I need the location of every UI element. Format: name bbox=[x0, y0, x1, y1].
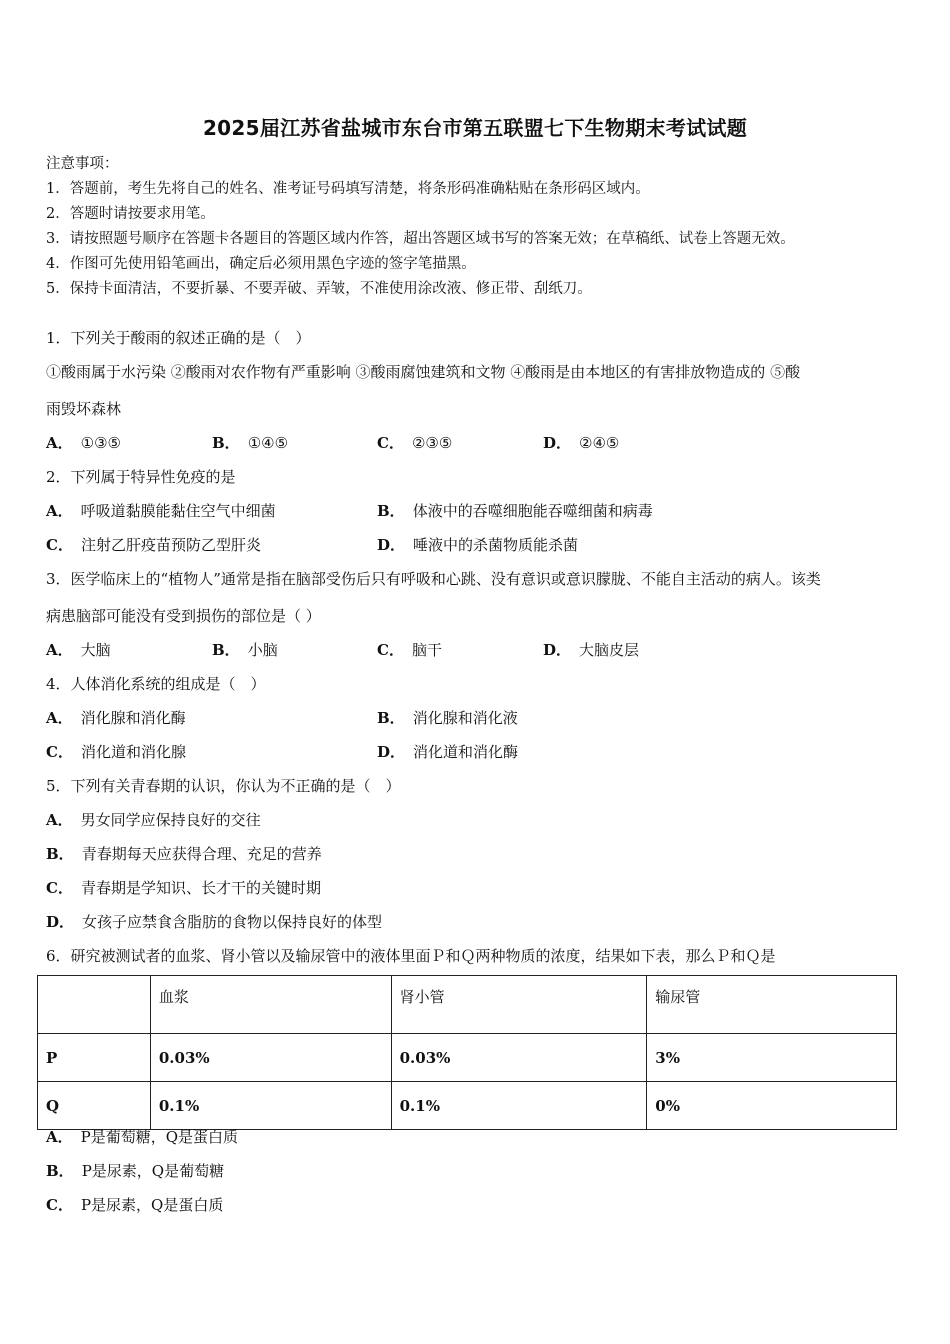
option: A． 男女同学应保持良好的交往 bbox=[46, 811, 261, 829]
option: D． 消化道和消化酶 bbox=[377, 743, 519, 761]
question-stem: 3．医学临床上的“植物人”通常是指在脑部受伤后只有呼吸和心跳、没有意识或意识朦胧、不能自主活动的病人。该类 bbox=[46, 570, 821, 588]
notice-item: 3．请按照题号顺序在答题卡各题目的答题区域内作答，超出答题区域书写的答案无效；在草稿纸、试卷上答题无效。 bbox=[46, 231, 795, 247]
question-stem-continued: 病患脑部可能没有受到损伤的部位是（ ） bbox=[46, 607, 321, 625]
option: C． 青春期是学知识、长才干的关键时期 bbox=[46, 879, 321, 897]
option: B． 小脑 bbox=[212, 641, 278, 659]
question-stem: 4．人体消化系统的组成是（ ） bbox=[46, 675, 266, 693]
option: A． 呼吸道黏膜能黏住空气中细菌 bbox=[46, 502, 276, 520]
option: C． ②③⑤ bbox=[377, 434, 453, 452]
option: B． 青春期每天应获得合理、充足的营养 bbox=[46, 845, 322, 863]
question-stem: 2．下列属于特异性免疫的是 bbox=[46, 468, 236, 486]
option: D． 唾液中的杀菌物质能杀菌 bbox=[377, 536, 579, 554]
table-row bbox=[38, 1082, 897, 1130]
table-row bbox=[38, 1034, 897, 1082]
option: D． ②④⑤ bbox=[543, 434, 620, 452]
option: C． 注射乙肝疫苗预防乙型肝炎 bbox=[46, 536, 261, 554]
question-stem-continued: ①酸雨属于水污染 ②酸雨对农作物有严重影响 ③酸雨腐蚀建筑和文物 ④酸雨是由本地区的有害排放物造成的 ⑤酸 bbox=[46, 363, 801, 381]
table-header-row bbox=[38, 976, 897, 1034]
option: A． ①③⑤ bbox=[46, 434, 121, 452]
notice-item: 1．答题前，考生先将自己的姓名、准考证号码填写清楚，将条形码准确粘贴在条形码区域内。 bbox=[46, 181, 650, 197]
option: B． 消化腺和消化液 bbox=[377, 709, 518, 727]
table-cell: 0.03% bbox=[150, 1034, 391, 1082]
option: C． 脑干 bbox=[377, 641, 442, 659]
option: C． 消化道和消化腺 bbox=[46, 743, 186, 761]
option: A． 大脑 bbox=[46, 641, 111, 659]
table-header-cell: 血浆 bbox=[150, 976, 391, 1034]
question-stem: 6．研究被测试者的血浆、肾小管以及输尿管中的液体里面Ｐ和Ｑ两种物质的浓度，结果如下表，那么Ｐ和Ｑ是 bbox=[46, 947, 776, 965]
option: B． ①④⑤ bbox=[212, 434, 289, 452]
table-header-cell: 输尿管 bbox=[647, 976, 897, 1034]
table-cell: 0.1% bbox=[150, 1082, 391, 1130]
notice-item: 4．作图可先使用铅笔画出，确定后必须用黑色字迹的签字笔描黑。 bbox=[46, 256, 476, 272]
question-stem: 1．下列关于酸雨的叙述正确的是（ ） bbox=[46, 329, 311, 347]
option: D． 大脑皮层 bbox=[543, 641, 640, 659]
option: A． P是葡萄糖，Q是蛋白质 bbox=[46, 1128, 239, 1146]
option: B． P是尿素，Q是葡萄糖 bbox=[46, 1162, 225, 1180]
notice-heading: 注意事项： bbox=[46, 156, 119, 172]
question-stem-continued: 雨毁坏森林 bbox=[46, 400, 122, 418]
concentration-table bbox=[37, 975, 897, 1130]
page-title: 2025届江苏省盐城市东台市第五联盟七下生物期末考试试题 bbox=[202, 116, 748, 140]
table-cell: P bbox=[38, 1034, 151, 1082]
option: D． 女孩子应禁食含脂肪的食物以保持良好的体型 bbox=[46, 913, 383, 931]
question-stem: 5．下列有关青春期的认识，你认为不正确的是（ ） bbox=[46, 777, 401, 795]
table-cell: 0.03% bbox=[391, 1034, 647, 1082]
notice-item: 5．保持卡面清洁，不要折暴、不要弄破、弄皱，不准使用涂改液、修正带、刮纸刀。 bbox=[46, 281, 592, 297]
table-cell: 0% bbox=[647, 1082, 897, 1130]
table-header-cell: 肾小管 bbox=[391, 976, 647, 1034]
table-cell: 3% bbox=[647, 1034, 897, 1082]
table-header-cell bbox=[38, 976, 151, 1034]
option: A． 消化腺和消化酶 bbox=[46, 709, 186, 727]
table-cell: Q bbox=[38, 1082, 151, 1130]
option: C． P是尿素，Q是蛋白质 bbox=[46, 1196, 224, 1214]
table-cell: 0.1% bbox=[391, 1082, 647, 1130]
option: B． 体液中的吞噬细胞能吞噬细菌和病毒 bbox=[377, 502, 653, 520]
notice-item: 2．答题时请按要求用笔。 bbox=[46, 206, 215, 222]
